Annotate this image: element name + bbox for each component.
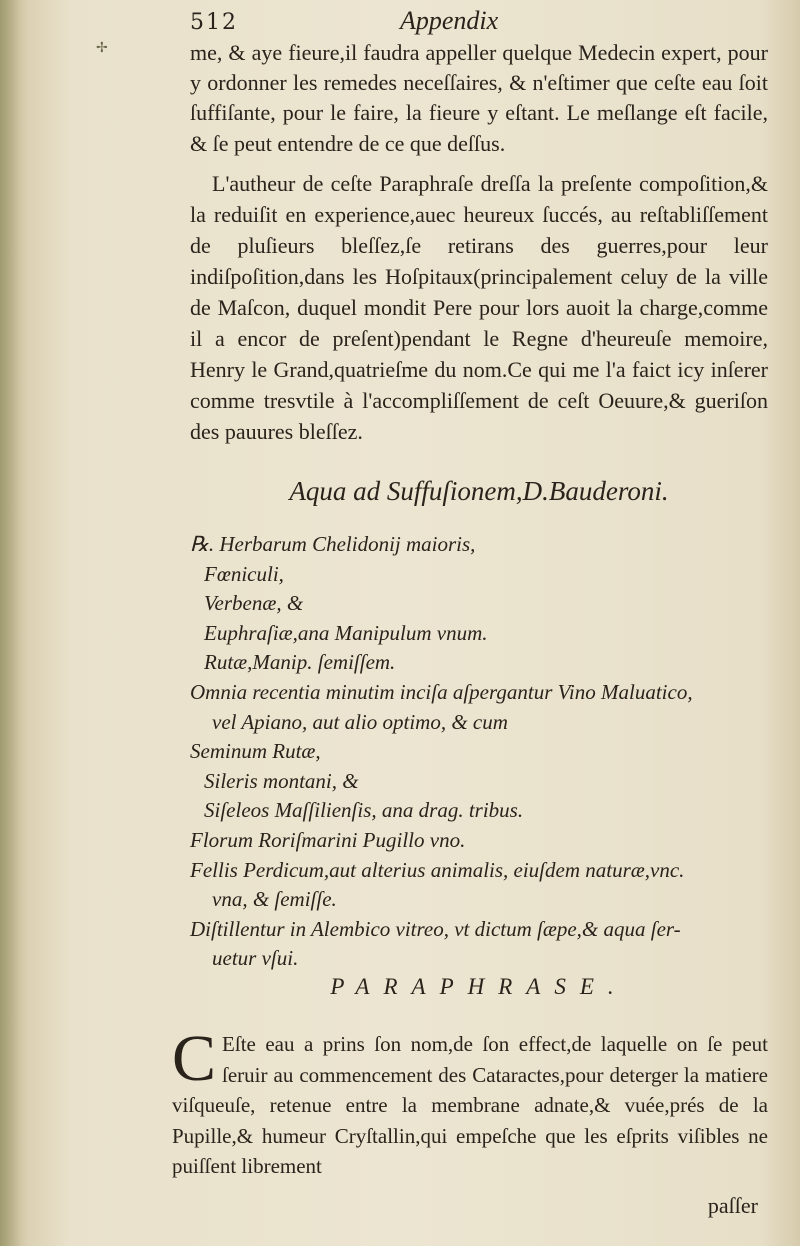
recipe-line: Sileris montani, &	[204, 768, 359, 793]
running-title: Appendix	[400, 6, 499, 35]
recipe-line: ℞. Herbarum Chelidonij maioris,	[190, 532, 476, 556]
drop-cap: C	[172, 1022, 217, 1095]
page-number: 512	[190, 10, 238, 35]
paragraph-author-note: L'autheur de ceſte Paraphraſe dreſſa la preſente compoſition,& la reduiſit en experience,auec heureux ſuccés, au reſtabliſſement de pluſieurs bleſſez,ſe retirans des guerres,pour leur indiſpoſition,dans les Hoſpitaux(principalement celuy de la ville de Maſcon, duquel mondit Pere pour lors auoit la charge,comme il a encor de preſent)pendant le Regne d'heureuſe memoire, Henry le Grand,quatrieſme du nom.Ce qui me l'a faict icy inſerer comme tresvtile à l'accompliſſement de ceſt Oeuure,& gueriſon des pauures bleſſez.	[190, 171, 768, 444]
paraphrase-text: Eſte eau a prins ſon nom,de ſon effect,de laquelle on ſe peut ſeruir au commencement des Cataractes,pour deterger la matiere viſqueuſe, retenue entre la membrane adnate,& vuée,prés de la Pupille,& humeur Cryſtallin,qui empeſche que les eſprits viſibles ne puiſſent librement	[172, 1032, 768, 1178]
page-gutter	[0, 0, 28, 1246]
recipe-line: vel Apiano, aut alio optimo, & cum	[212, 709, 508, 734]
recipe-line: Euphraſiæ,ana Manipulum vnum.	[204, 620, 488, 645]
recipe-line: Fellis Perdicum,aut alterius animalis, eiuſdem naturæ,vnc.	[190, 857, 685, 882]
recipe-line: Rutæ,Manip. ſemiſſem.	[204, 650, 396, 675]
recipe-line: Fœniculi,	[204, 561, 284, 586]
page-header	[190, 6, 750, 38]
recipe-line: vna, & ſemiſſe.	[212, 887, 337, 912]
recipe-line: Verbenæ, &	[204, 591, 304, 616]
recipe-line: Diſtillentur in Alembico vitreo, vt dictum ſæpe,& aqua ſer-	[190, 916, 681, 941]
recipe-line: uetur vſui.	[212, 946, 299, 971]
recipe-line: Omnia recentia minutim inciſa aſpergantur Vino Maluatico,	[190, 679, 693, 704]
recipe-line: Siſeleos Maſſilienſis, ana drag. tribus.	[204, 798, 524, 823]
recipe-list	[190, 530, 790, 974]
paragraph-continuation: me, & aye fieure,il faudra appeller quelque Medecin expert, pour y ordonner les remedes neceſſaires, & n'eſtimer que ceſte eau ſoit ſuffiſante, pour le faire, la fieure y eſtant. Le meſlange eſt facile, & ſe peut entendre de ce que deſſus.	[190, 40, 768, 156]
recipe-line: Seminum Rutæ,	[190, 739, 321, 764]
catchword: paſſer	[707, 1193, 758, 1218]
ink-mark: ✢	[96, 40, 108, 56]
paraphrase-heading: PARAPHRASE.	[330, 974, 628, 999]
recipe-line: Florum Roriſmarini Pugillo vno.	[190, 827, 466, 852]
paraphrase-paragraph	[172, 1022, 768, 1182]
recipe-title: Aqua ad Suffuſionem,D.Bauderoni.	[289, 476, 669, 506]
